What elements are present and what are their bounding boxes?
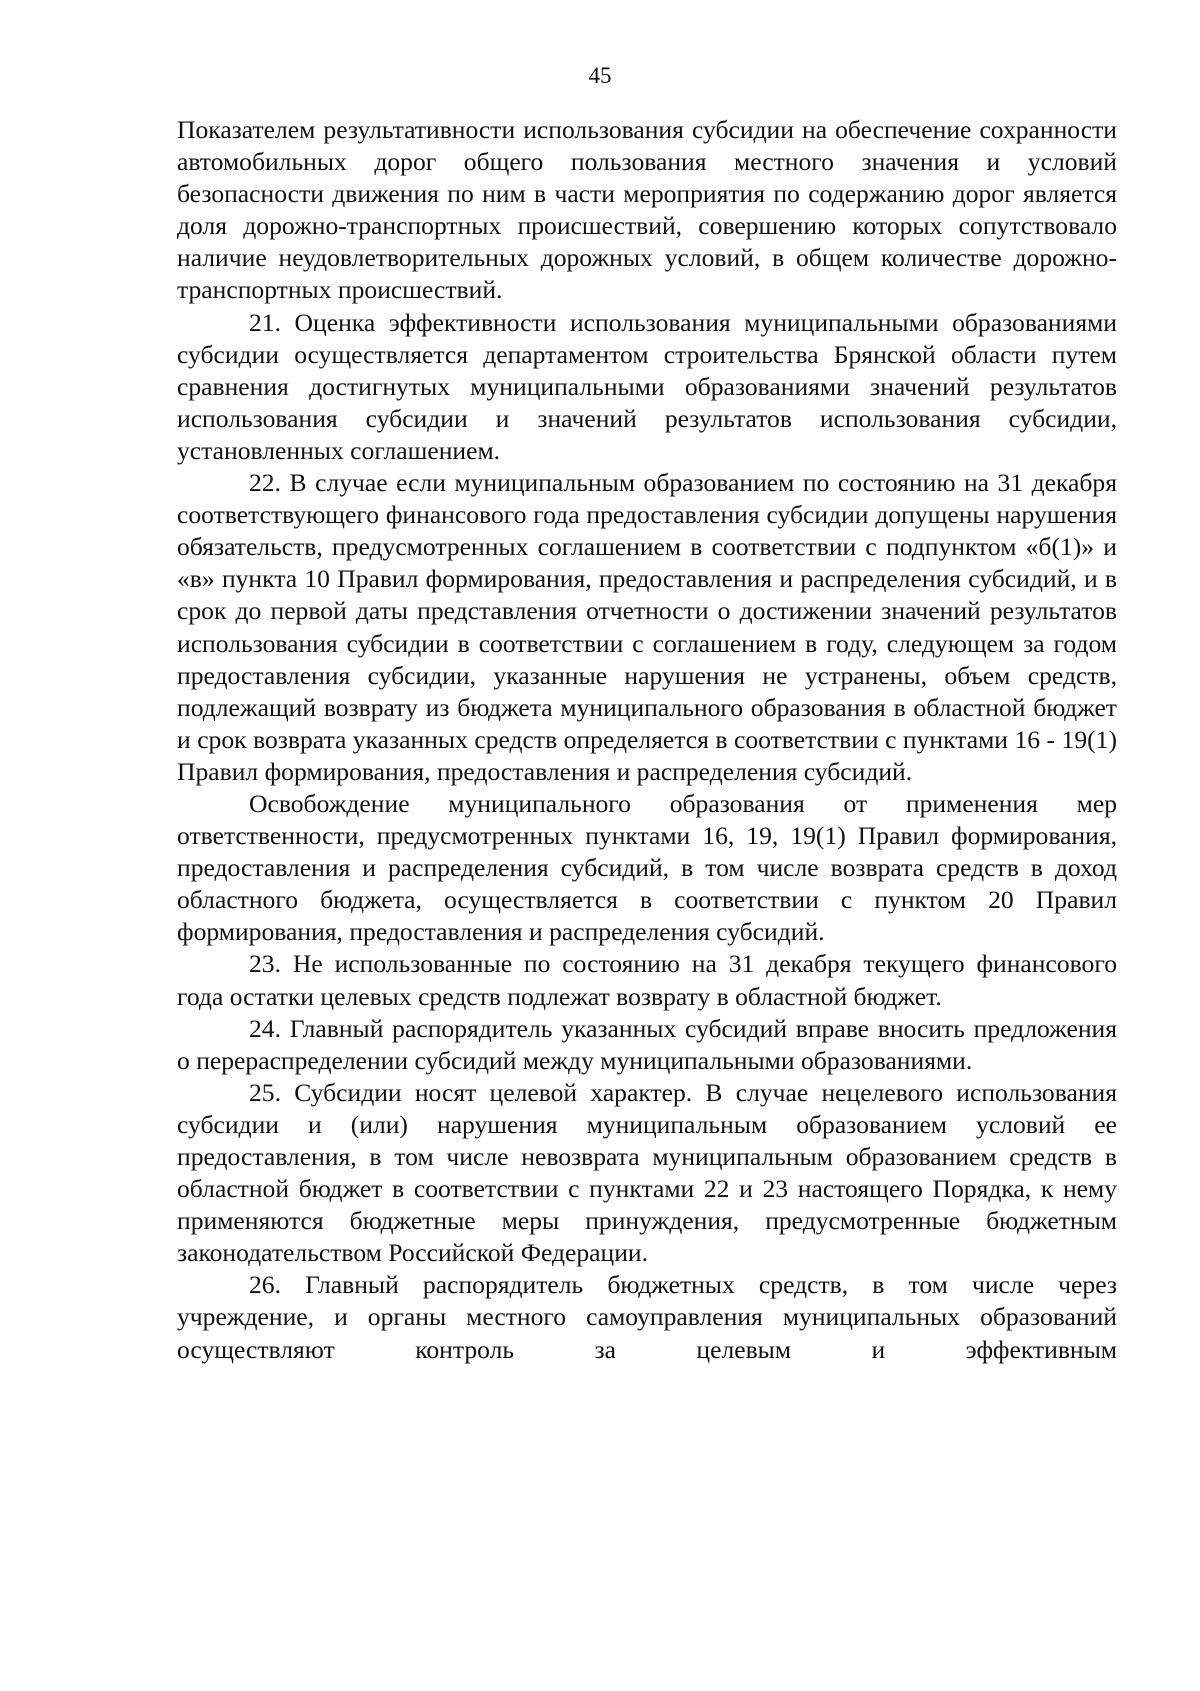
paragraph-25-targeted-nature: 25. Субсидии носят целевой характер. В случае нецелевого использования субсидии и (или) нарушения муниципальным образованием условий ее предоставления, в том числе невозврата муниципальным образованием средств в областной бюджет в соответствии с пунктами 22 и 23 настоящего Порядка, к нему применяются бюджетные меры принуждения, предусмотренные бюджетным законодательством Российской Федерации. — [177, 1077, 1117, 1268]
paragraph-24-redistribution: 24. Главный распорядитель указанных субсидий вправе вносить предложения о перераспределении субсидий между муниципальными образованиями. — [177, 1013, 1117, 1075]
paragraph-22-violations-refund: 22. В случае если муниципальным образованием по состоянию на 31 декабря соответствующего финансового года предоставления субсидии допущены нарушения обязательств, предусмотренных соглашением в соответствии с подпунктом «б(1)» и «в» пункта 10 Правил формирования, предоставления и распределения субсидий, и в срок до первой даты представления отчетности о достижении значений результатов использования субсидии в соответствии с соглашением в году, следующем за годом предоставления субсидии, указанные нарушения не устранены, объем средств, подлежащий возврату из бюджета муниципального образования в областной бюджет и срок возврата указанных средств определяется в соответствии с пунктами 16 - 19(1) Правил формирования, предоставления и распределения субсидий. — [177, 468, 1117, 786]
paragraph-26-control: 26. Главный распорядитель бюджетных средств, в том числе через учреждение, и органы местного самоуправления муниципальных образований осуществляют контроль за целевым и эффективным — [177, 1270, 1117, 1364]
paragraph-liability-exemption: Освобождение муниципального образования от применения мер ответственности, предусмотренных пунктами 16, 19, 19(1) Правил формирования, предоставления и распределения субсидий, в том числе возврата средств в доход областного бюджета, осуществляется в соответствии с пунктом 20 Правил формирования, предоставления и распределения субсидий. — [177, 788, 1117, 947]
paragraph-indicator-description: Показателем результативности использования субсидии на обеспечение сохранности автомобильных дорог общего пользования местного значения и условий безопасности движения по ним в части мероприятия по содержанию дорог является доля дорожно-транспортных происшествий, совершению которых сопутствовало наличие неудовлетворительных дорожных условий, в общем количестве дорожно-транспортных происшествий. — [177, 115, 1117, 305]
paragraph-23-unused-funds: 23. Не использованные по состоянию на 31 декабря текущего финансового года остатки целевых средств подлежат возврату в областной бюджет. — [177, 949, 1117, 1011]
document-body — [177, 114, 1117, 1366]
page-number: 45 — [588, 63, 612, 88]
paragraph-21-efficiency-assessment: 21. Оценка эффективности использования муниципальными образованиями субсидии осуществляется департаментом строительства Брянской области путем сравнения достигнутых муниципальными образованиями значений результатов использования субсидии и значений результатов использования субсидии, установленных соглашением. — [177, 307, 1117, 465]
